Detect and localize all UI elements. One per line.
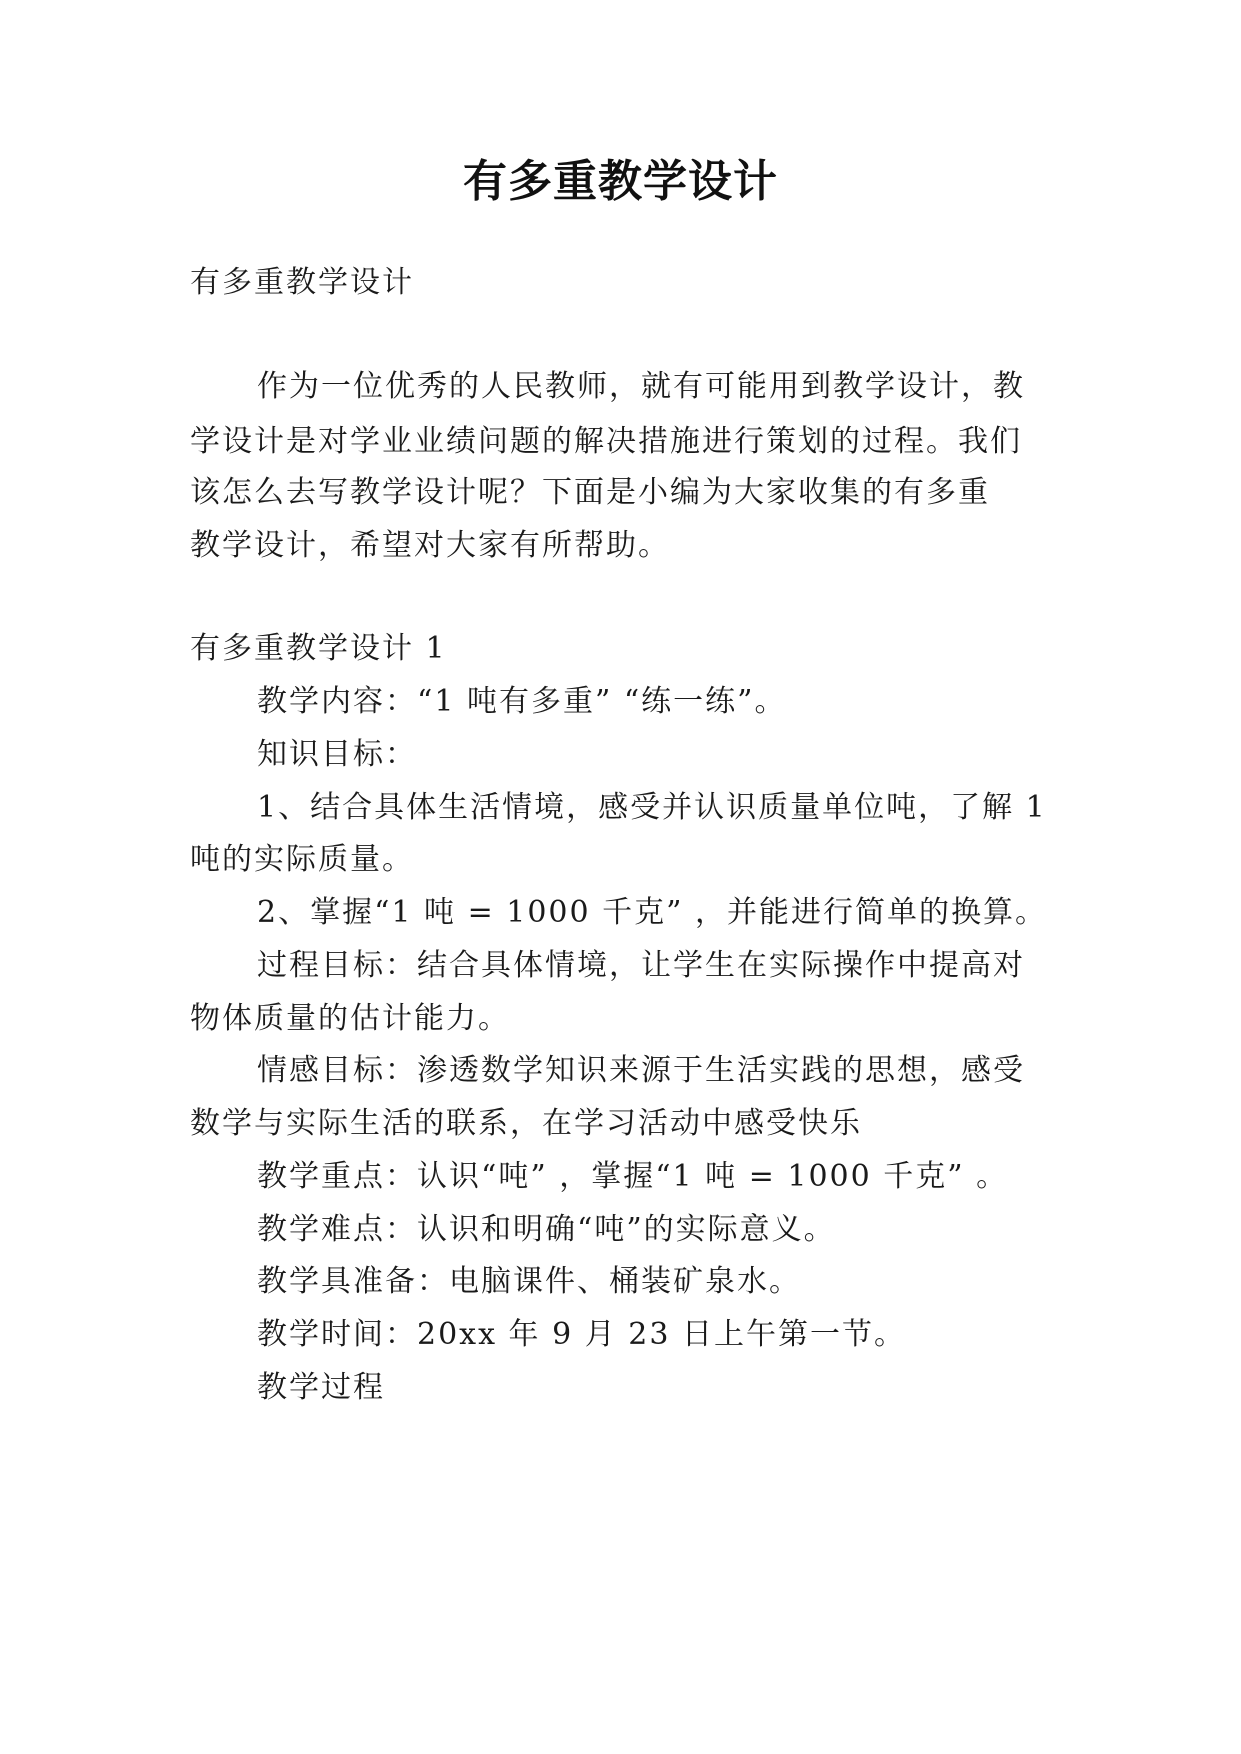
teaching-time: 教学时间：20xx 年 9 月 23 日上午第一节。 — [257, 1317, 906, 1352]
process-goal-line-1: 过程目标：结合具体情境，让学生在实际操作中提高对 — [257, 948, 1025, 983]
teaching-process-heading: 教学过程 — [257, 1370, 385, 1405]
difficulty: 教学难点：认识和明确“吨”的实际意义。 — [257, 1212, 836, 1247]
goal-1-line-2: 吨的实际质量。 — [190, 842, 414, 877]
key-point: 教学重点：认识“吨” ，掌握“1 吨 = 1000 千克” 。 — [257, 1159, 1009, 1194]
intro-line-2: 学设计是对学业业绩问题的解决措施进行策划的过程。我们 — [190, 424, 1022, 459]
teaching-content: 教学内容：“1 吨有多重” “练一练”。 — [257, 684, 787, 719]
document-subtitle: 有多重教学设计 — [190, 265, 414, 300]
document-title: 有多重教学设计 — [463, 156, 778, 207]
intro-line-1: 作为一位优秀的人民教师，就有可能用到教学设计，教 — [257, 369, 1025, 404]
emotion-goal-line-2: 数学与实际生活的联系，在学习活动中感受快乐 — [190, 1106, 862, 1141]
intro-line-4: 教学设计，希望对大家有所帮助。 — [190, 528, 670, 563]
materials: 教学具准备：电脑课件、桶装矿泉水。 — [257, 1264, 801, 1299]
knowledge-goal-label: 知识目标： — [257, 737, 417, 772]
section-heading: 有多重教学设计 1 — [190, 631, 447, 666]
intro-line-3: 该怎么去写教学设计呢？下面是小编为大家收集的有多重 — [190, 475, 990, 510]
process-goal-line-2: 物体质量的估计能力。 — [190, 1001, 510, 1036]
goal-1-line-1: 1、结合具体生活情境，感受并认识质量单位吨，了解 1 — [257, 790, 1047, 825]
goal-2: 2、掌握“1 吨 = 1000 千克” ，并能进行简单的换算。 — [257, 895, 1048, 930]
emotion-goal-line-1: 情感目标：渗透数学知识来源于生活实践的思想，感受 — [257, 1053, 1025, 1088]
